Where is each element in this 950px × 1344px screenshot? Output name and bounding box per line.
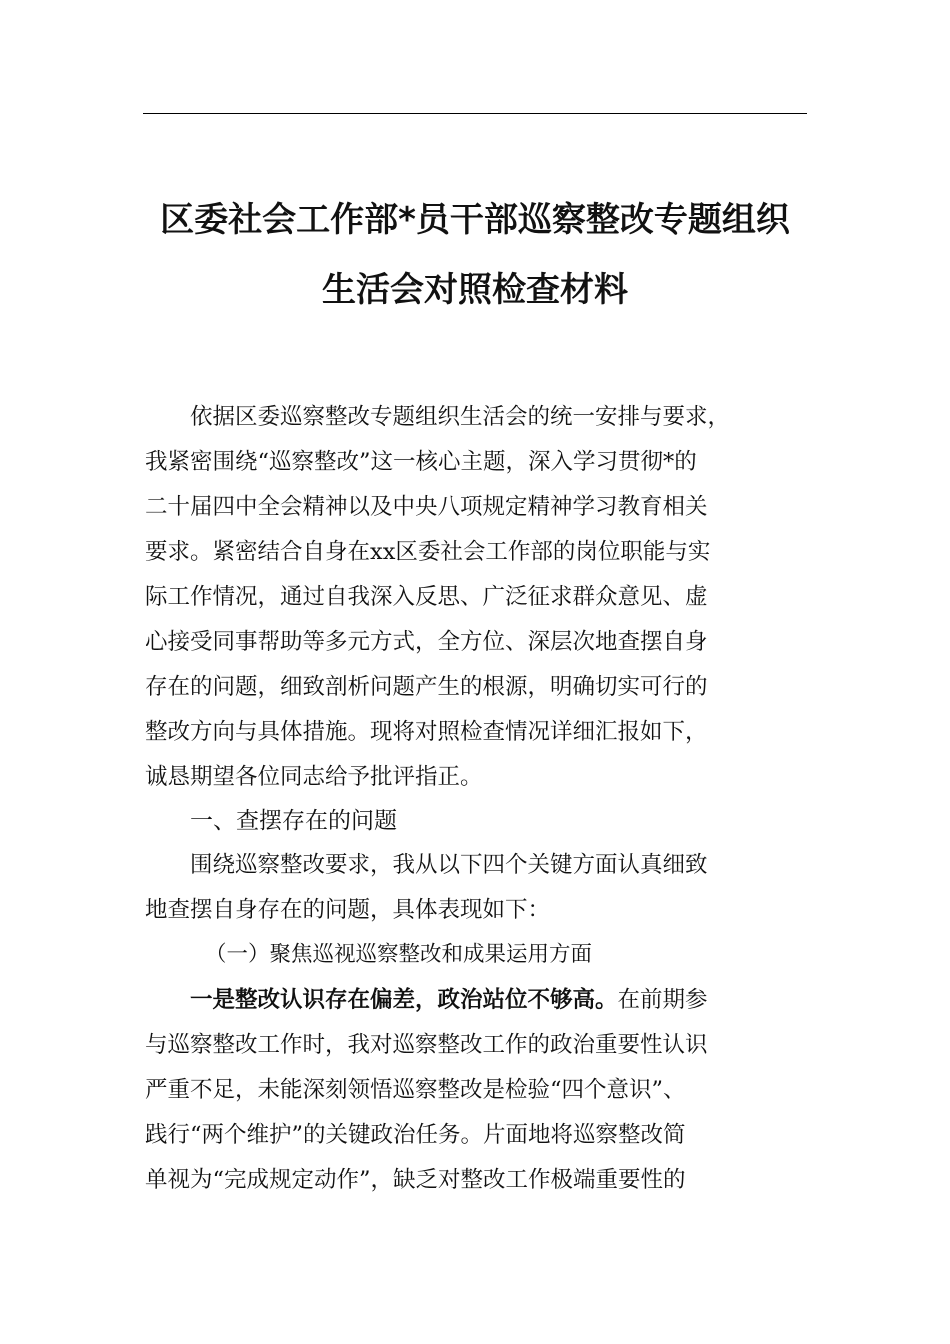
intro-line-6: 心接受同事帮助等多元方式，全方位、深层次地查摆自身 bbox=[145, 629, 708, 655]
intro-line-1: 依据区委巡察整改专题组织生活会的统一安排与要求， bbox=[190, 404, 731, 430]
intro-line-7: 存在的问题，细致剖析问题产生的根源，明确切实可行的 bbox=[145, 674, 708, 700]
section1-intro-line-1: 围绕巡察整改要求，我从以下四个关键方面认真细致 bbox=[190, 852, 708, 878]
point1-line-4: 践行“两个维护”的关键政治任务。片面地将巡察整改简 bbox=[145, 1122, 686, 1148]
intro-line-5: 际工作情况，通过自我深入反思、广泛征求群众意见、虚 bbox=[145, 584, 708, 610]
point1-lead: 一是整改认识存在偏差，政治站位不够高。 bbox=[190, 987, 618, 1013]
point1-first-line bbox=[190, 985, 870, 1015]
subsection-heading-1: （一）聚焦巡视巡察整改和成果运用方面 bbox=[205, 942, 593, 967]
document-title-line-1: 区委社会工作部*员干部巡察整改专题组织 bbox=[160, 200, 790, 240]
point1-first-rest: 在前期参 bbox=[617, 987, 708, 1013]
point1-line-5: 单视为“完成规定动作”，缺乏对整改工作极端重要性的 bbox=[145, 1167, 686, 1193]
intro-line-4: 要求。紧密结合自身在xx区委社会工作部的岗位职能与实 bbox=[145, 539, 711, 565]
point1-line-3: 严重不足，未能深刻领悟巡察整改是检验“四个意识”、 bbox=[145, 1077, 686, 1103]
intro-line-3: 二十届四中全会精神以及中央八项规定精神学习教育相关 bbox=[145, 494, 708, 520]
section1-intro-line-2: 地查摆自身存在的问题，具体表现如下： bbox=[145, 897, 551, 923]
intro-line-8: 整改方向与具体措施。现将对照检查情况详细汇报如下， bbox=[145, 719, 708, 745]
document-title-line-2: 生活会对照检查材料 bbox=[322, 270, 628, 310]
intro-line-2: 我紧密围绕“巡察整改”这一核心主题，深入学习贯彻*的 bbox=[145, 449, 697, 475]
header-rule bbox=[143, 113, 807, 114]
point1-line-2: 与巡察整改工作时，我对巡察整改工作的政治重要性认识 bbox=[145, 1032, 708, 1058]
section-heading-1: 一、查摆存在的问题 bbox=[190, 808, 397, 834]
intro-line-9: 诚恳期望各位同志给予批评指正。 bbox=[145, 764, 483, 790]
